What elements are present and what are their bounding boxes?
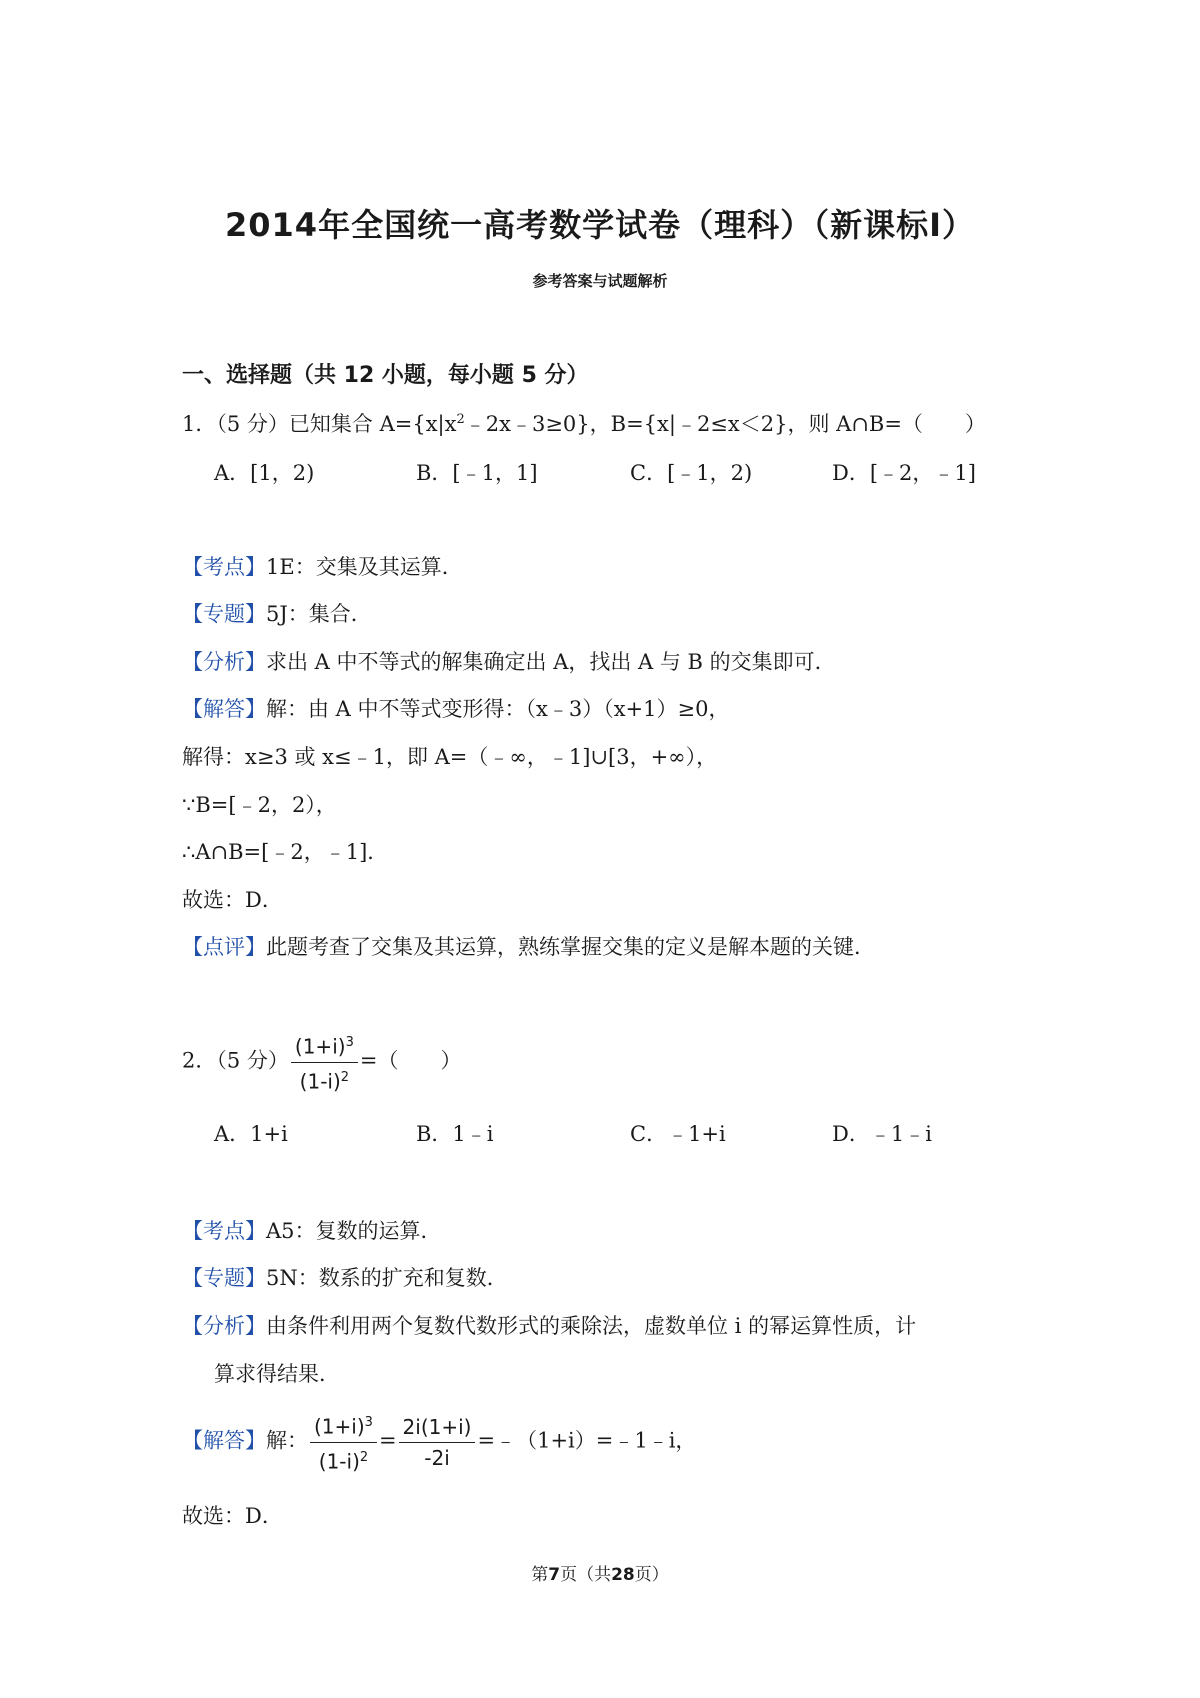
q2-sol-denominator-2: -2i	[424, 1445, 450, 1470]
q1-step-2: ∵B=[﹣2，2），	[182, 793, 337, 817]
q1-stem	[182, 408, 986, 438]
q2-sol-equals: =	[378, 1428, 397, 1453]
q1-step-3: ∴A∩B=[﹣2，﹣1]．	[182, 840, 389, 864]
q2-option-d: D．﹣1﹣i	[832, 1122, 932, 1146]
q1-zhuanti-tag: 【专题】	[182, 602, 266, 626]
q1-option-d: D．[﹣2，﹣1]	[832, 461, 976, 485]
q1-option-c: C．[﹣1，2)	[630, 461, 753, 485]
q2-sol-numerator-2: 2i(1+i)	[399, 1412, 476, 1443]
q1-jieda-text: 解：由 A 中不等式变形得：（x﹣3）（x+1）≥0，	[266, 697, 730, 721]
q1-choice: 故选：D．	[182, 888, 283, 912]
q1-step-1: 解得：x≥3 或 x≤﹣1，即 A=（﹣∞，﹣1]∪[3，+∞），	[182, 745, 718, 769]
q2-sol-denominator-exp: 2	[359, 1449, 369, 1465]
q2-stem-part-b: =（ ）	[359, 1048, 462, 1073]
q1-zhuanti	[182, 598, 372, 628]
q2-sol-numerator-exp: 3	[364, 1415, 373, 1430]
q2-stem	[182, 1028, 461, 1096]
q2-jieda-pre: 解：	[266, 1428, 308, 1453]
q1-zhuanti-text: 5J：集合．	[266, 602, 372, 626]
q1-option-a: A．[1，2)	[214, 461, 315, 485]
q2-stem-fraction	[291, 1028, 358, 1096]
q1-fenxi	[182, 646, 836, 676]
q1-dianping-tag: 【点评】	[182, 935, 266, 959]
page-title: 2014年全国统一高考数学试卷（理科）（新课标Ⅰ）	[225, 206, 975, 244]
footer-middle: 页（共	[560, 1565, 612, 1585]
footer-page-number: 7	[548, 1565, 561, 1585]
q2-sol-result: =﹣（1+i）=﹣1﹣i，	[477, 1428, 697, 1453]
q2-fenxi-tag: 【分析】	[182, 1314, 266, 1338]
q2-zhuanti-text: 5N：数系的扩充和复数．	[266, 1266, 508, 1290]
q1-dianping-text: 此题考查了交集及其运算，熟练掌握交集的定义是解本题的关键．	[266, 935, 875, 959]
q2-fenxi	[182, 1310, 916, 1340]
footer-prefix: 第	[531, 1565, 549, 1585]
q1-jieda	[182, 693, 729, 723]
q2-fenxi-text-1: 由条件利用两个复数代数形式的乘除法，虚数单位 i 的幂运算性质，计	[266, 1314, 917, 1338]
q1-dianping	[182, 931, 875, 961]
q2-solution-fraction-1	[310, 1408, 377, 1476]
q2-fenxi-continued: 算求得结果．	[214, 1362, 340, 1386]
q2-sol-denominator: (1-i)	[318, 1449, 360, 1474]
q2-kaodian	[182, 1215, 442, 1245]
q1-fenxi-text: 求出 A 中不等式的解集确定出 A，找出 A 与 B 的交集即可．	[266, 650, 836, 674]
footer-suffix: 页）	[634, 1565, 669, 1585]
q2-option-b: B．1﹣i	[416, 1122, 494, 1146]
q2-zhuanti-tag: 【专题】	[182, 1266, 266, 1290]
q2-frac-numerator-exp: 3	[345, 1035, 354, 1050]
q1-stem-exponent: 2	[456, 412, 465, 427]
q2-jieda-tag: 【解答】	[182, 1428, 266, 1453]
q2-frac-denominator: (1-i)	[299, 1069, 341, 1094]
q2-zhuanti	[182, 1262, 508, 1292]
q2-stem-part-a: 2．（5 分）	[182, 1048, 289, 1073]
q2-frac-denominator-exp: 2	[340, 1069, 350, 1085]
q1-kaodian	[182, 551, 463, 581]
page-subtitle: 参考答案与试题解析	[532, 272, 668, 290]
q1-stem-part-a: 1．（5 分）已知集合 A={x|x	[182, 412, 457, 436]
q1-kaodian-text: 1E：交集及其运算．	[266, 555, 463, 579]
q1-option-b: B．[﹣1，1]	[416, 461, 538, 485]
q2-jieda	[182, 1408, 696, 1476]
q1-jieda-tag: 【解答】	[182, 697, 266, 721]
q2-sol-numerator: (1+i)	[314, 1414, 365, 1439]
q2-solution-fraction-2	[399, 1412, 476, 1473]
q2-kaodian-text: A5：复数的运算．	[266, 1219, 442, 1243]
q1-stem-part-b: ﹣2x﹣3≥0}，B={x|﹣2≤x＜2}，则 A∩B=（ ）	[464, 412, 986, 436]
q2-option-c: C．﹣1+i	[630, 1122, 726, 1146]
page-footer	[0, 1560, 1200, 1585]
q2-option-a: A．1+i	[214, 1122, 288, 1146]
q2-choice: 故选：D．	[182, 1504, 283, 1528]
section-heading: 一、选择题（共 12 小题，每小题 5 分）	[182, 363, 589, 388]
footer-total-pages: 28	[611, 1565, 635, 1585]
q1-kaodian-tag: 【考点】	[182, 555, 266, 579]
q2-kaodian-tag: 【考点】	[182, 1219, 266, 1243]
q1-fenxi-tag: 【分析】	[182, 650, 266, 674]
q2-frac-numerator: (1+i)	[294, 1034, 346, 1059]
